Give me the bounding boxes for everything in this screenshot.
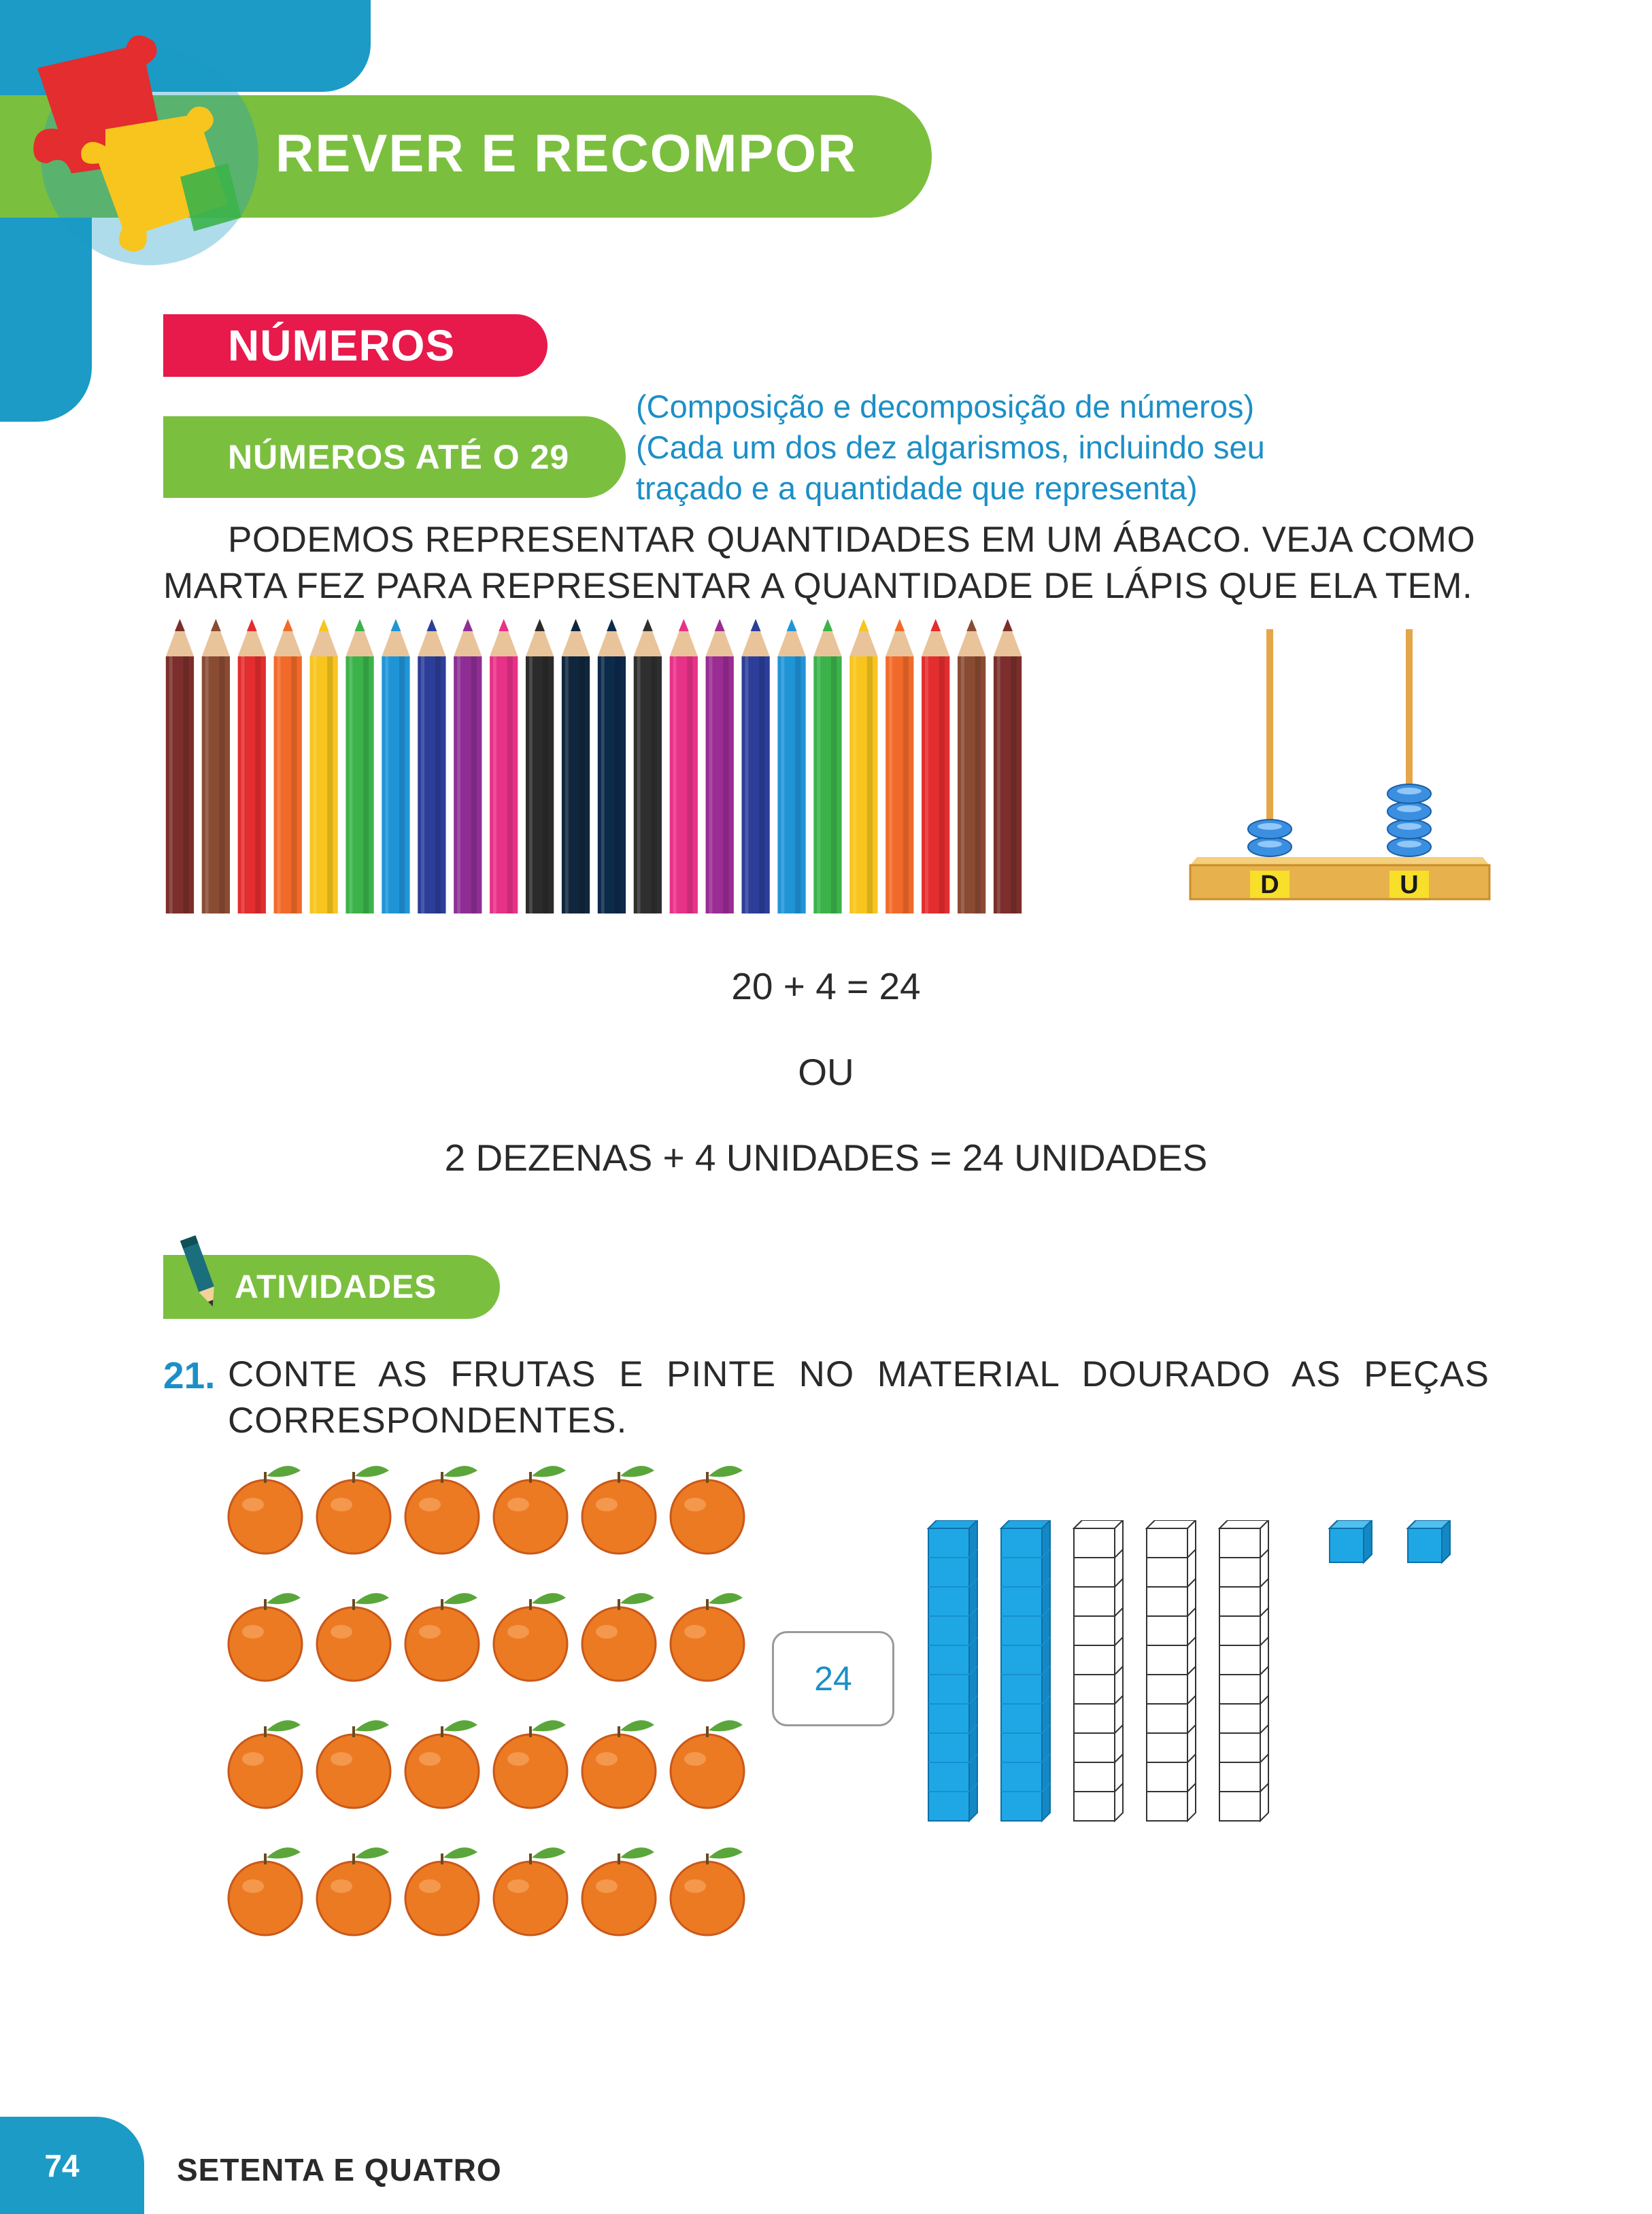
note-line: (Cada um dos dez algarismos, incluindo seu — [636, 429, 1265, 465]
pencil — [634, 619, 662, 913]
rod-blank[interactable] — [1147, 1520, 1196, 1821]
orange — [582, 1720, 656, 1808]
orange — [405, 1847, 479, 1935]
curriculum-notes — [636, 386, 1265, 509]
orange — [494, 1593, 567, 1681]
cube-painted[interactable] — [1408, 1520, 1450, 1562]
pencil — [166, 619, 194, 913]
orange — [494, 1466, 567, 1554]
pencil — [382, 619, 409, 913]
orange — [494, 1720, 567, 1808]
pencil — [562, 619, 590, 913]
pencil — [454, 619, 482, 913]
orange — [317, 1720, 390, 1808]
puzzle-icon — [24, 27, 269, 272]
orange — [317, 1466, 390, 1554]
orange — [671, 1593, 744, 1681]
oranges-grid — [224, 1462, 748, 1945]
pencil — [922, 619, 949, 913]
intro-line-2: MARTA FEZ PARA REPRESENTAR A QUANTIDADE DE LÁPIS QUE ELA TEM. — [163, 566, 1473, 606]
section-title: NÚMEROS — [163, 314, 547, 377]
orange — [317, 1593, 390, 1681]
abacus-illustration — [1187, 626, 1493, 911]
pencil — [526, 619, 554, 913]
pencil — [238, 619, 266, 913]
abacus-label-units: U — [1400, 871, 1419, 899]
equation-sum: 20 + 4 = 24 — [731, 965, 921, 1007]
pencil — [994, 619, 1022, 913]
pencil — [849, 619, 877, 913]
intro-line-1: PODEMOS REPRESENTAR QUANTIDADES EM UM ÁBACO. VEJA COMO — [228, 520, 1476, 560]
equation-or: OU — [798, 1051, 854, 1093]
orange — [405, 1720, 479, 1808]
page-number: 74 — [0, 2117, 144, 2214]
orange — [494, 1847, 567, 1935]
rod-blank[interactable] — [1219, 1520, 1268, 1821]
pencil — [309, 619, 337, 913]
orange — [671, 1847, 744, 1935]
pencil — [202, 619, 230, 913]
cube-painted[interactable] — [1330, 1520, 1372, 1562]
orange — [317, 1847, 390, 1935]
note-line: (Composição e decomposição de números) — [636, 388, 1255, 424]
pencil — [886, 619, 913, 913]
pencil — [490, 619, 518, 913]
rod-painted[interactable] — [928, 1520, 977, 1821]
orange — [229, 1593, 302, 1681]
orange — [229, 1720, 302, 1808]
orange — [229, 1847, 302, 1935]
note-line: traçado e a quantidade que representa) — [636, 470, 1198, 506]
section-subtitle: NÚMEROS ATÉ O 29 — [163, 416, 626, 498]
pencil — [598, 619, 626, 913]
equation-words: 2 DEZENAS + 4 UNIDADES = 24 UNIDADES — [444, 1137, 1208, 1179]
pencil — [741, 619, 769, 913]
question-text-line-2: CORRESPONDENTES. — [228, 1400, 628, 1441]
pencil — [670, 619, 698, 913]
orange — [405, 1593, 479, 1681]
pencil — [345, 619, 373, 913]
abacus-base-top — [1190, 857, 1489, 865]
rod-painted[interactable] — [1001, 1520, 1050, 1821]
chapter-title: REVER E RECOMPOR — [275, 123, 858, 183]
orange — [582, 1593, 656, 1681]
orange — [229, 1466, 302, 1554]
question-text-line-1: CONTE AS FRUTAS E PINTE NO MATERIAL DOURADO AS PEÇAS — [228, 1354, 1489, 1394]
question-number: 21. — [163, 1354, 216, 1396]
orange — [671, 1466, 744, 1554]
page-number-words: SETENTA E QUATRO — [177, 2152, 502, 2187]
pencil — [777, 619, 805, 913]
answer-box[interactable]: 24 — [772, 1631, 894, 1726]
abacus-base — [1190, 865, 1489, 899]
base-ten-blocks[interactable] — [922, 1520, 1466, 1833]
pencil-icon — [173, 1232, 228, 1314]
rod-blank[interactable] — [1074, 1520, 1123, 1821]
pencil — [958, 619, 985, 913]
colored-pencils-illustration — [162, 619, 1026, 915]
pencil — [274, 619, 302, 913]
pencil — [418, 619, 445, 913]
orange — [582, 1847, 656, 1935]
activities-label: ATIVIDADES — [163, 1255, 500, 1319]
pencil — [813, 619, 841, 913]
orange — [671, 1720, 744, 1808]
abacus-label-tens: D — [1260, 871, 1279, 899]
pencil — [706, 619, 734, 913]
orange — [405, 1466, 479, 1554]
orange — [582, 1466, 656, 1554]
